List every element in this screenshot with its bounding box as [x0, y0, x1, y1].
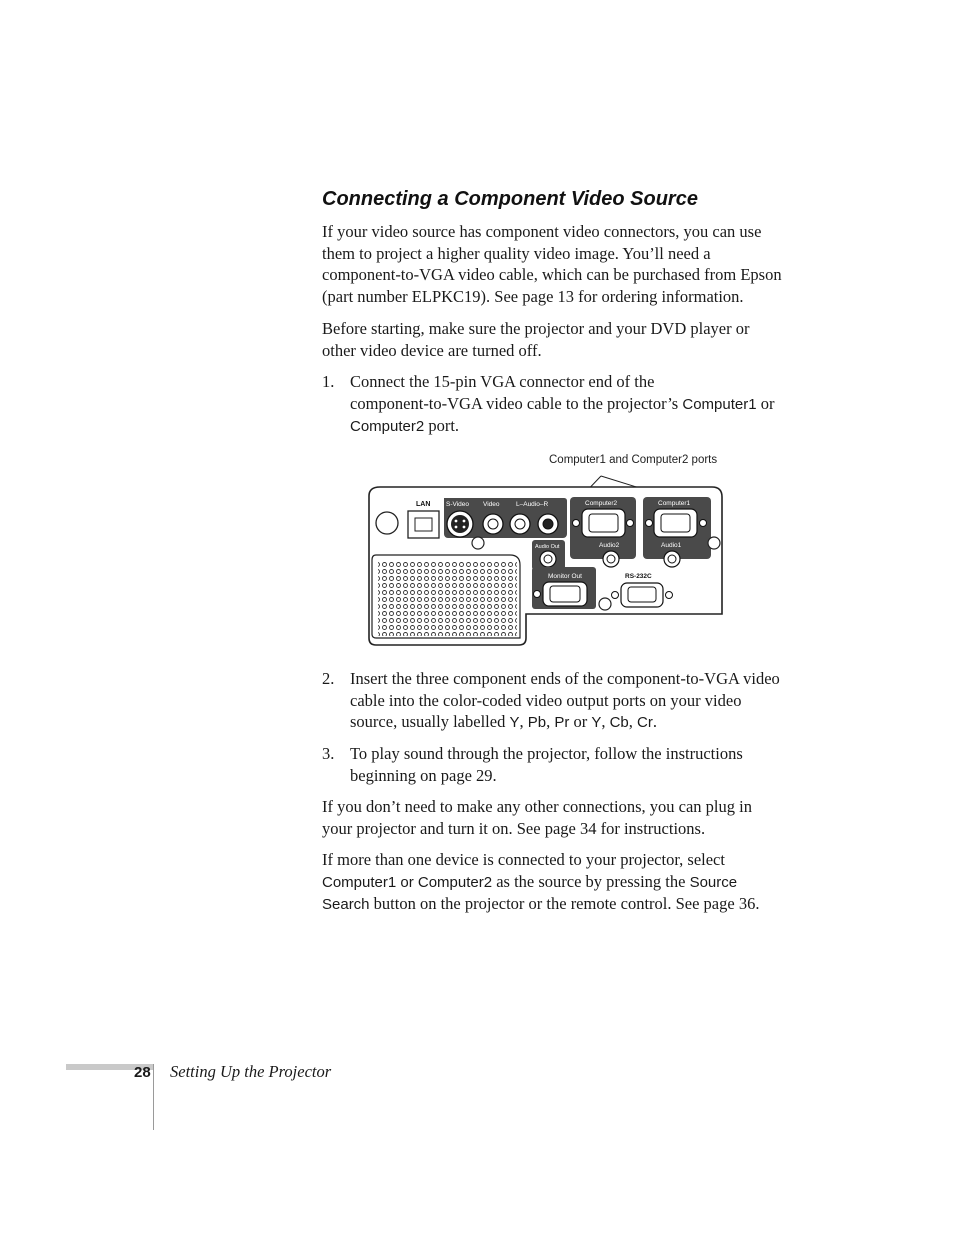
audio-lr-label: L–Audio–R — [516, 501, 549, 508]
text-line: them to project a higher quality video image. You’ll need a — [322, 243, 711, 263]
speaker-grille — [378, 560, 517, 636]
ui-term: Source — [689, 873, 738, 891]
text-line: Before starting, make sure the projector and your DVD player or — [322, 319, 750, 338]
step-number: 2. — [322, 669, 335, 688]
text-line: other video device are turned off. — [322, 340, 542, 360]
text-run: , — [519, 712, 528, 731]
ui-term: Y — [509, 714, 520, 731]
text-run: port. — [424, 416, 460, 435]
ui-term: Search — [322, 896, 370, 913]
text-run: , — [546, 712, 555, 731]
text-run: , — [601, 712, 610, 731]
step-number: 3. — [322, 744, 335, 763]
text-line: (part number ELPKC19). See page 13 for ordering information. — [322, 286, 744, 306]
figure-caption: Computer1 and Computer2 ports — [549, 454, 718, 466]
text-line: If your video source has component video connectors, you can use — [322, 222, 762, 241]
text-line: component-to-VGA video cable, which can be purchased from Epson — [322, 265, 782, 284]
svideo-label: S-Video — [446, 501, 470, 508]
text-line: If more than one device is connected to your projector, select — [322, 850, 725, 869]
ui-term: Computer1 — [682, 395, 757, 413]
screw-icon — [472, 537, 484, 549]
text-line: cable into the color-coded video output ports on your video — [350, 690, 742, 710]
ui-term: Computer1 or Computer2 — [322, 873, 493, 891]
screw-icon — [708, 537, 720, 549]
intro-paragraph — [322, 221, 787, 307]
text-run: . — [652, 712, 657, 731]
footer-rule — [153, 1064, 154, 1130]
computer1-label: Computer1 — [658, 500, 691, 507]
svideo-port-inner — [451, 515, 469, 533]
lan-label: LAN — [416, 501, 431, 508]
before-paragraph — [322, 318, 787, 361]
text-line: your projector and turn it on. See page 34 for instructions. — [322, 818, 706, 838]
ui-term: Pb — [527, 714, 547, 731]
text-run: as the source by pressing the — [492, 871, 690, 891]
more-paragraph — [322, 849, 787, 916]
text-run: component-to-VGA video cable to the projector’s — [350, 393, 683, 413]
text-line: Connect the 15-pin VGA connector end of the — [350, 372, 655, 391]
audio2-label: Audio2 — [599, 542, 620, 549]
step-1 — [322, 371, 787, 438]
chapter-title: Setting Up the Projector — [170, 1062, 332, 1081]
text-run: or — [756, 393, 775, 413]
ui-term: Pr — [554, 714, 570, 731]
audio-out-label: Audio Out — [535, 544, 560, 550]
kensington-slot-icon — [376, 512, 398, 534]
text-line: Insert the three component ends of the component-to-VGA video — [350, 669, 780, 688]
page-number: 28 — [134, 1064, 151, 1081]
step-2 — [322, 668, 787, 734]
audio1-label: Audio1 — [661, 542, 682, 549]
section-heading: Connecting a Component Video Source — [322, 188, 698, 210]
computer2-label: Computer2 — [585, 500, 618, 507]
plug-paragraph — [322, 796, 787, 839]
text-run: , — [628, 712, 638, 731]
projector-ports-diagram — [360, 470, 725, 648]
ui-term: Y — [591, 714, 602, 731]
text-run: button on the projector or the remote control. See page 36. — [369, 894, 760, 913]
monitor-out-label: Monitor Out — [548, 573, 582, 580]
ui-term: Computer2 — [350, 418, 425, 435]
screw-icon — [599, 598, 611, 610]
lan-jack — [415, 518, 432, 531]
text-run: source, usually labelled — [350, 712, 510, 731]
step-3 — [322, 743, 787, 786]
video-label: Video — [483, 501, 500, 508]
ui-term: Cb — [609, 714, 629, 731]
ui-term: Cr — [637, 714, 653, 731]
text-line: beginning on page 29. — [350, 765, 497, 785]
rs232c-label: RS-232C — [625, 573, 652, 580]
step-number: 1. — [322, 372, 335, 391]
text-line: To play sound through the projector, follow the instructions — [350, 744, 743, 763]
text-line: If you don’t need to make any other connections, you can plug in — [322, 797, 752, 816]
text-run: or — [569, 712, 592, 731]
